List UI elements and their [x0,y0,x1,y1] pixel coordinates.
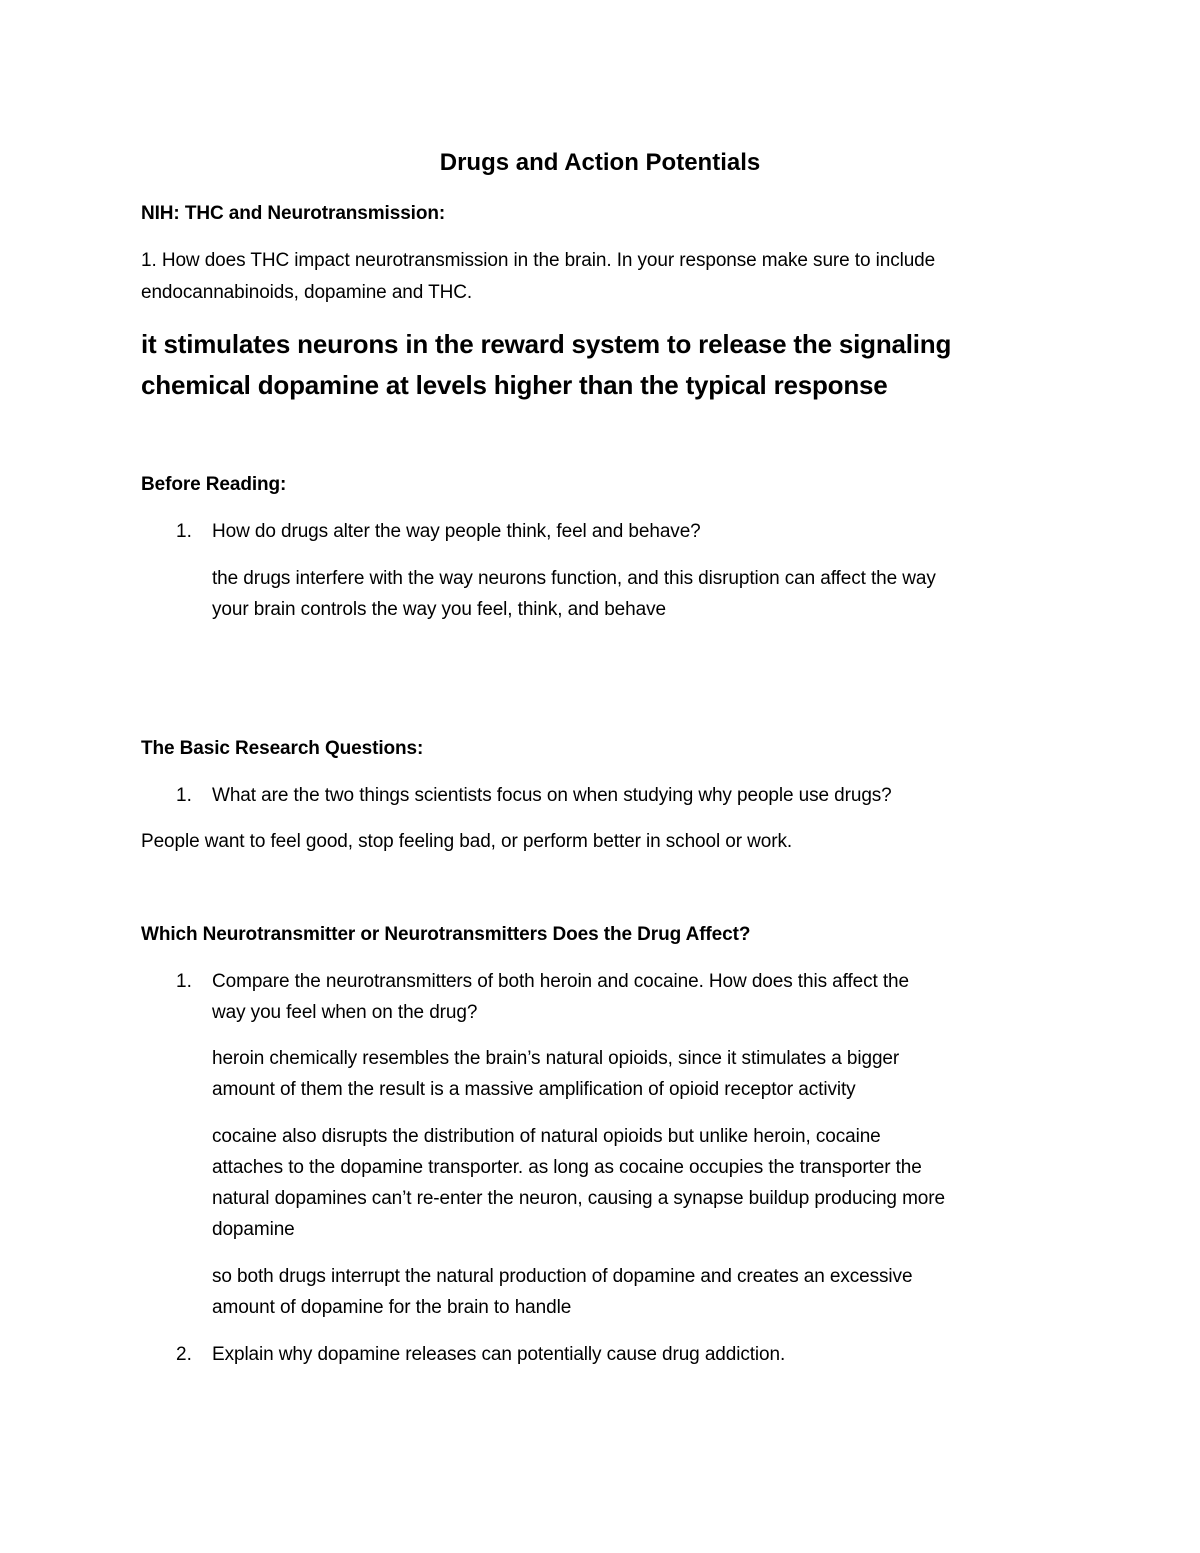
answer-line: amount of them the result is a massive amplification of opioid receptor activity [212,1079,856,1100]
section-heading-thc: NIH: THC and Neurotransmission: [141,203,446,224]
answer-line: cocaine also disrupts the distribution of natural opioids but unlike heroin, cocaine [212,1126,881,1147]
answer-line: People want to feel good, stop feeling bad, or perform better in school or work. [141,831,793,852]
question-text: How do drugs alter the way people think, feel and behave? [212,521,701,542]
question-line: Compare the neurotransmitters of both heroin and cocaine. How does this affect the [212,971,909,992]
answer-line: natural dopamines can’t re-enter the neuron, causing a synapse buildup producing more [212,1188,945,1209]
question-text: Explain why dopamine releases can potentially cause drug addiction. [212,1344,786,1365]
answer-line: your brain controls the way you feel, think, and behave [212,599,666,620]
answer-line: heroin chemically resembles the brain’s natural opioids, since it stimulates a bigger [212,1048,900,1069]
section-heading-neurotransmitter: Which Neurotransmitter or Neurotransmitters Does the Drug Affect? [141,924,751,945]
section-heading-basic-research: The Basic Research Questions: [141,738,424,759]
list-number: 1. [176,971,192,992]
answer-line: the drugs interfere with the way neurons function, and this disruption can affect the way [212,568,936,589]
list-number: 2. [176,1344,192,1365]
answer-line: dopamine [212,1219,295,1240]
section-heading-before-reading: Before Reading: [141,474,287,495]
question-text: What are the two things scientists focus on when studying why people use drugs? [212,785,892,806]
answer-line: so both drugs interrupt the natural production of dopamine and creates an excessive [212,1266,913,1287]
list-number: 1. [176,785,192,806]
answer-line-large: it stimulates neurons in the reward system to release the signaling [141,329,952,359]
question-line: way you feel when on the drug? [212,1002,478,1023]
list-number: 1. [176,521,192,542]
question-line: endocannabinoids, dopamine and THC. [141,282,472,303]
question-line: 1. How does THC impact neurotransmission in the brain. In your response make sure to include [141,250,936,271]
answer-line: amount of dopamine for the brain to handle [212,1297,572,1318]
document-title: Drugs and Action Potentials [439,149,761,176]
answer-line: attaches to the dopamine transporter. as long as cocaine occupies the transporter the [212,1157,922,1178]
answer-line-large: chemical dopamine at levels higher than the typical response [141,370,888,400]
